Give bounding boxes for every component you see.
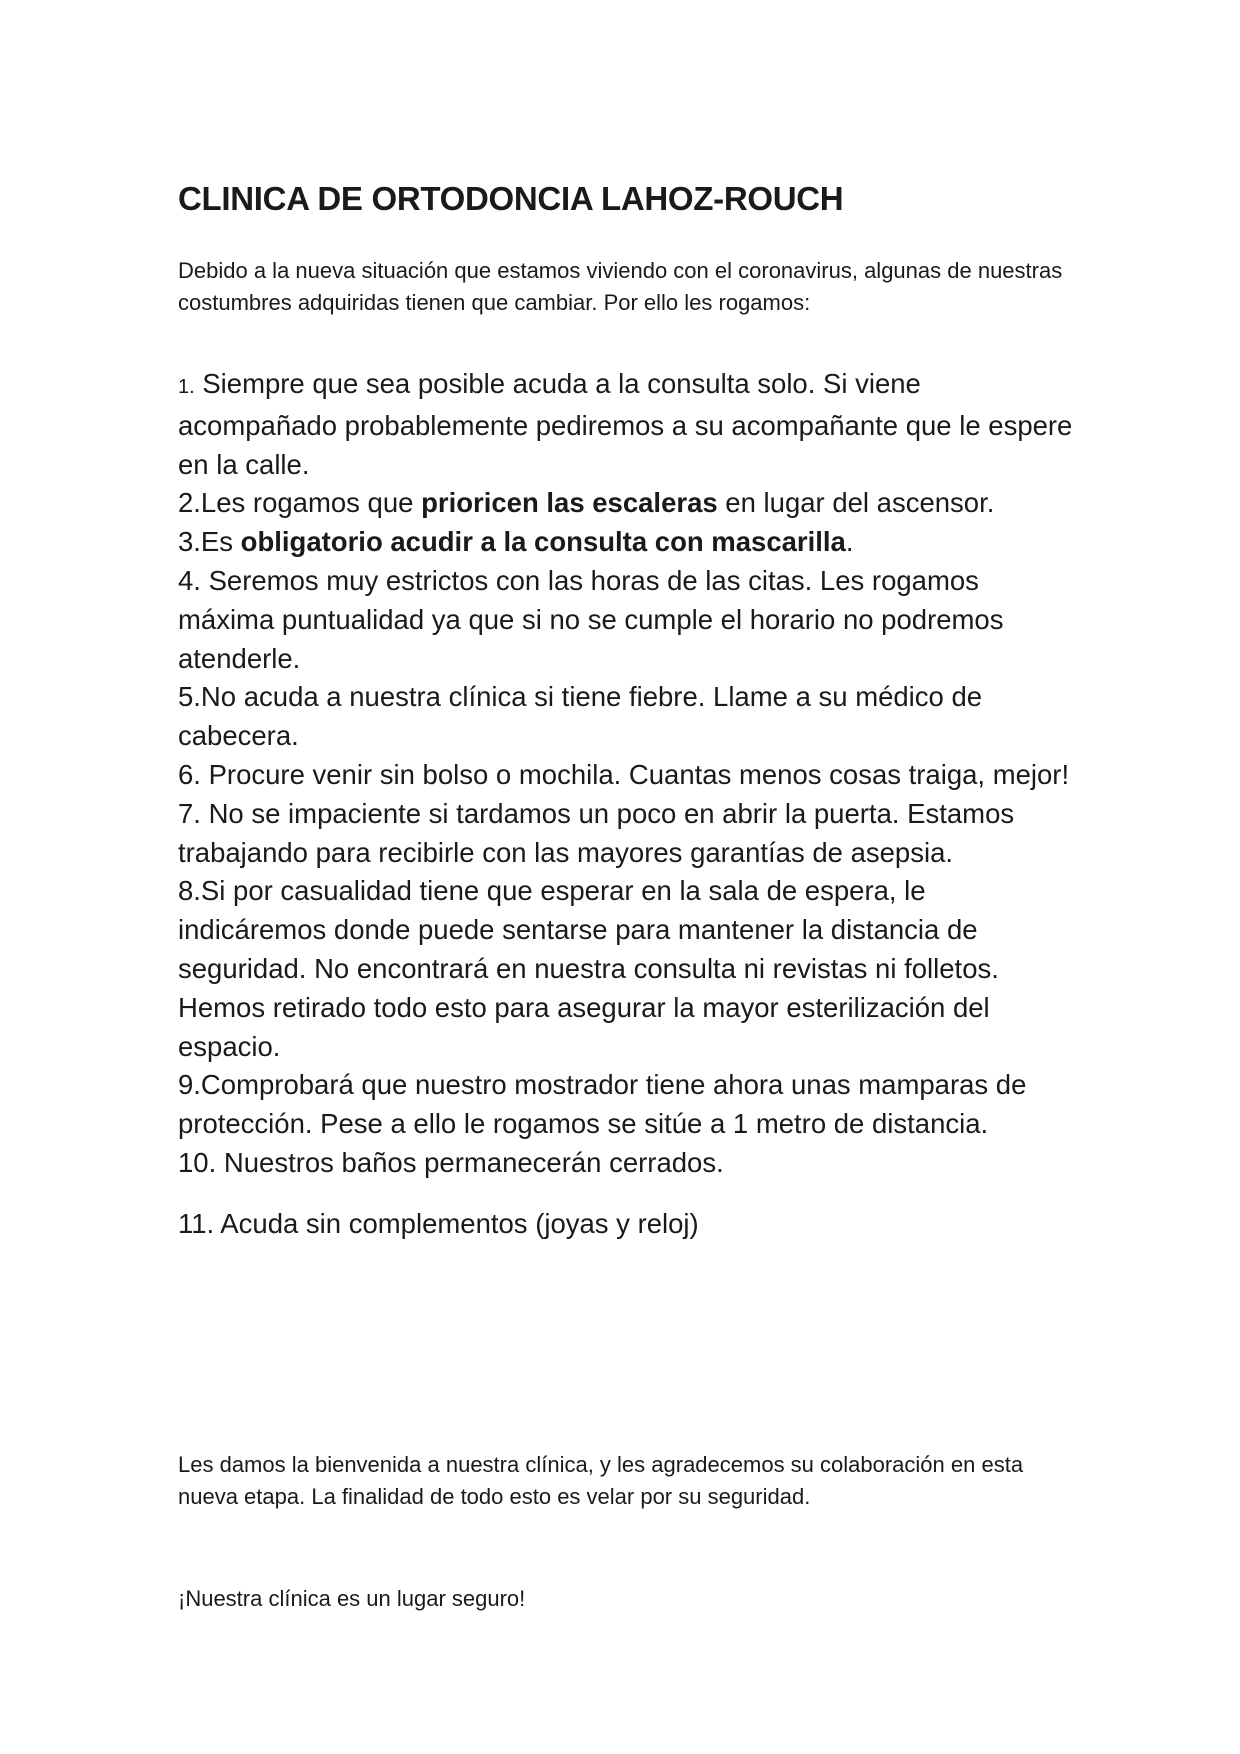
rule-text: Siempre que sea posible acuda a la consulta solo. Si viene acompañado probablemente pediremos a su acompañante que le espere en la calle. [178, 368, 1073, 480]
rule-item-6: 6. Procure venir sin bolso o mochila. Cuantas menos cosas traiga, mejor! [178, 758, 1070, 790]
clinic-title: CLINICA DE ORTODONCIA LAHOZ-ROUCH [178, 180, 844, 217]
rule-text-post: en lugar del ascensor. [717, 487, 995, 519]
rule-item-2 [178, 484, 1078, 523]
rule-text-bold: prioricen las escaleras [421, 487, 718, 519]
rule-text-post: . [845, 526, 854, 558]
rule-item-11: 11. Acuda sin complementos (joyas y reloj) [178, 1207, 699, 1239]
rule-text-pre: 2.Les rogamos que [178, 487, 422, 519]
rule-text-pre: 3.Es [178, 526, 241, 558]
rule-item-4: 4. Seremos muy estrictos con las horas de las citas. Les rogamos máxima puntualidad ya que si no se cumple el horario no podremos atenderle. [178, 564, 1004, 674]
rule-item-10: 10. Nuestros baños permanecerán cerrados. [178, 1146, 724, 1178]
rule-item-7: 7. No se impaciente si tardamos un poco en abrir la puerta. Estamos trabajando para recibirle con las mayores garantías de asepsia. [178, 797, 1015, 868]
intro-paragraph: Debido a la nueva situación que estamos viviendo con el coronavirus, algunas de nuestras costumbres adquiridas tienen que cambiar. Por ello les rogamos: [178, 258, 1063, 315]
rules-list [178, 365, 1078, 1244]
motto-line: ¡Nuestra clínica es un lugar seguro! [178, 1586, 526, 1611]
rule-item-9: 9.Comprobará que nuestro mostrador tiene ahora unas mamparas de protección. Pese a ello le rogamos se sitúe a 1 metro de distancia. [178, 1069, 1027, 1140]
rule-item-5: 5.No acuda a nuestra clínica si tiene fiebre. Llame a su médico de cabecera. [178, 681, 983, 752]
closing-paragraph: Les damos la bienvenida a nuestra clínica, y les agradecemos su colaboración en esta nueva etapa. La finalidad de todo esto es velar por su seguridad. [178, 1452, 1024, 1509]
rule-item-3 [178, 523, 1078, 562]
rule-item-1 [178, 365, 1078, 484]
rule-text-bold: obligatorio acudir a la consulta con mascarilla [240, 526, 846, 558]
rule-item-8: 8.Si por casualidad tiene que esperar en la sala de espera, le indicáremos donde puede sentarse para mantener la distancia de seguridad. No encontrará en nuestra consulta ni revistas ni folletos. Hemos retirado todo esto para asegurar la mayor esterilización del espacio. [178, 875, 999, 1062]
rule-number: 1. [178, 376, 195, 398]
